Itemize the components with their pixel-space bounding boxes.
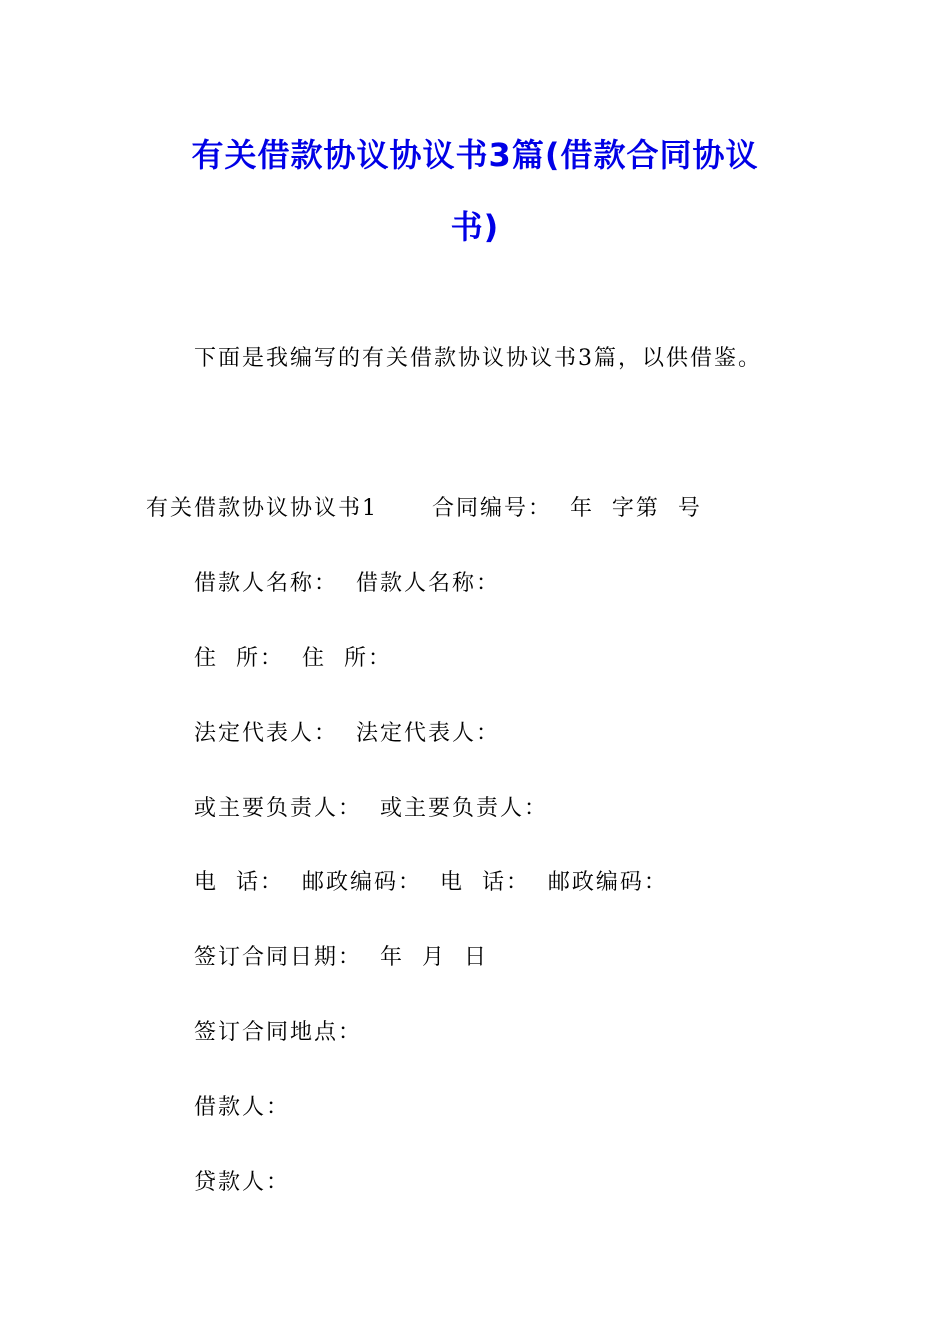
lender-line: 贷款人： [194,1170,291,1195]
borrower-name-line: 借款人名称： 借款人名称： [194,571,500,596]
address-line: 住 所： 住 所： [194,646,392,671]
document-title-line-1: 有关借款协议协议书3篇(借款合同协议 [191,136,759,174]
section-heading: 有关借款协议协议书1 合同编号： 年 字第 号 [146,496,702,521]
borrower-line: 借款人： [194,1095,291,1120]
legal-representative-line: 法定代表人： 法定代表人： [194,721,500,746]
signing-place-line: 签订合同地点： [194,1020,363,1045]
signing-date-line: 签订合同日期： 年 月 日 [194,945,488,970]
principal-person-line: 或主要负责人： 或主要负责人： [194,796,548,821]
phone-postcode-line: 电 话： 邮政编码： 电 话： 邮政编码： [194,870,668,895]
intro-paragraph: 下面是我编写的有关借款协议协议书3篇，以供借鉴。 [194,346,762,371]
document-title-line-2: 书) [450,208,500,246]
